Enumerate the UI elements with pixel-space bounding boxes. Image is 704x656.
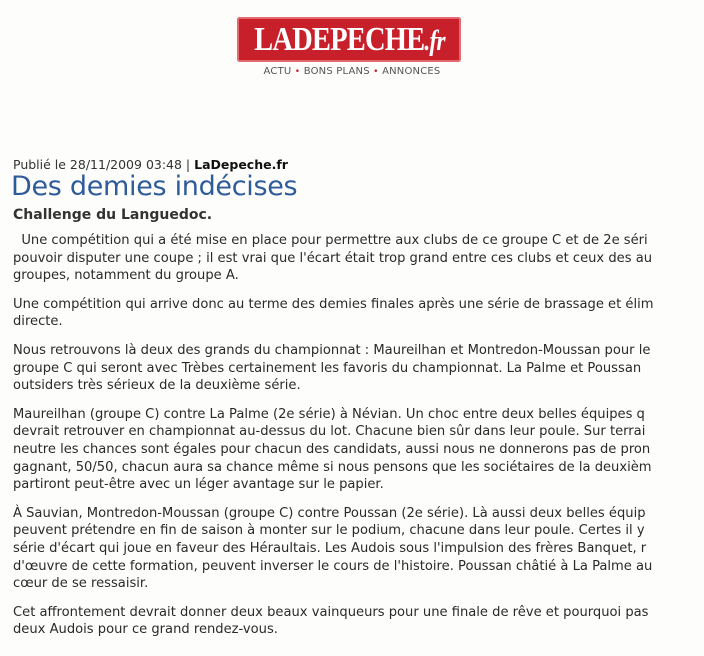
- text-line: cœur de se ressaisir.: [13, 576, 149, 592]
- site-logo[interactable]: [237, 17, 461, 62]
- paragraph: [13, 406, 704, 494]
- site-nav-tagline: [247, 66, 457, 77]
- text-line: deux Audois pour ce grand rendez-vous.: [13, 622, 278, 638]
- source-name: LaDepeche.fr: [194, 157, 288, 172]
- text-line: directe.: [13, 314, 63, 330]
- separator-dot: •: [294, 67, 301, 77]
- article-title: Des demies indécises: [11, 171, 298, 202]
- text-line: outsiders très sérieux de la deuxième série.: [13, 378, 301, 394]
- nav-link-actu[interactable]: ACTU: [263, 66, 292, 77]
- text-line: Une compétition qui a été mise en place pour permettre aux clubs de ce groupe C et de 2e séri: [13, 233, 648, 248]
- text-line: pouvoir disputer une coupe ; il est vrai que l'écart était trop grand entre ces clubs et ceux des au: [13, 250, 653, 266]
- text-line: groupe C qui seront avec Trèbes certainement les favoris du championnat. La Palme et Poussan: [13, 360, 642, 376]
- text-line: groupes, notamment du groupe A.: [13, 268, 239, 284]
- logo-suffix: .fr: [423, 25, 445, 57]
- text-line: gagnant, 50/50, chacun aura sa chance même si nous pensons que les sociétaires de la deuxièm: [13, 459, 652, 475]
- text-line: neutre les chances sont égales pour chacun des candidats, aussi nous ne donnerons pas de pron: [13, 441, 651, 457]
- paragraph: [13, 604, 704, 639]
- text-line: Maureilhan (groupe C) contre La Palme (2e série) à Névian. Un choc entre deux belles équipes q: [13, 406, 645, 422]
- separator-dot: •: [373, 67, 379, 77]
- text-line: Nous retrouvons là deux des grands du championnat : Maureilhan et Montredon-Moussan pour le: [13, 342, 651, 358]
- text-line: partiront peut-être avec un léger avantage sur le papier.: [13, 477, 384, 493]
- text-line: d'œuvre de cette formation, peuvent inverser le cours de l'histoire. Poussan châtié à La Palme au: [13, 558, 653, 574]
- text-line: série d'écart qui joue en faveur des Héraultais. Les Audois sous l'impulsion des frères Banquet, r: [13, 540, 647, 556]
- paragraph: [13, 342, 704, 395]
- article-body: [13, 232, 704, 650]
- nav-link-bons-plans[interactable]: BONS PLANS: [303, 66, 370, 77]
- text-line: Cet affrontement devrait donner deux beaux vainqueurs pour une finale de rêve et pourquoi pas: [13, 604, 649, 620]
- nav-link-annonces[interactable]: ANNONCES: [382, 66, 441, 77]
- text-line: À Sauvian, Montredon-Moussan (groupe C) contre Poussan (2e série). Là aussi deux belles équip: [13, 505, 646, 521]
- paragraph: [13, 232, 704, 285]
- publish-date: Publié le 28/11/2009 03:48 |: [13, 157, 195, 172]
- text-line: Une compétition qui arrive donc au terme des demies finales après une série de brassage et élim: [13, 296, 654, 312]
- logo-wordmark: LADEPECHE: [253, 20, 424, 58]
- text-line: peuvent prétendre en fin de saison à monter sur le podium, chacune dans leur poule. Certes il y: [13, 523, 645, 539]
- article-meta: [13, 157, 288, 172]
- text-line: devrait retrouver en championnat au-dessus du lot. Chacune bien sûr dans leur poule. Sur terrai: [13, 424, 646, 440]
- article-subtitle: Challenge du Languedoc.: [13, 207, 213, 223]
- paragraph: [13, 505, 704, 593]
- paragraph: [13, 296, 704, 331]
